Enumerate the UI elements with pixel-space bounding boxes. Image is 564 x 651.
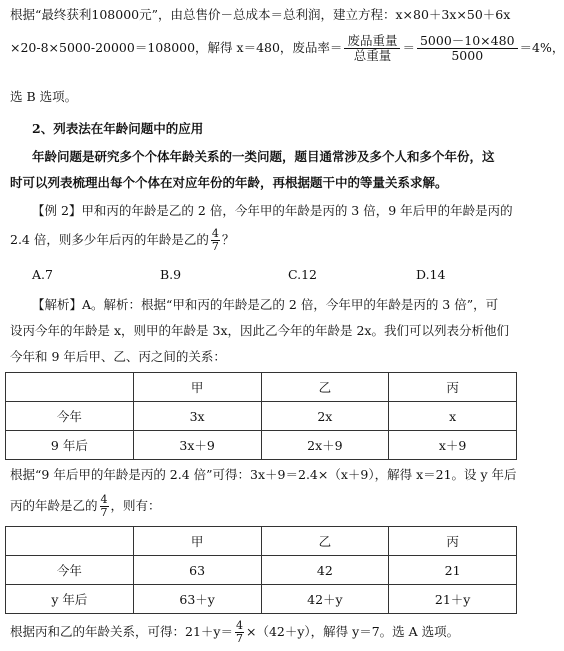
table-cell: 9 年后 <box>6 431 134 460</box>
table-cell: 今年 <box>6 402 134 431</box>
final-line-end: ×（42＋y），解得 y＝7。选 A 选项。 <box>245 624 460 639</box>
option-c: C.12 <box>288 267 317 282</box>
table-cell: 21＋y <box>389 585 517 614</box>
table-cell: 甲 <box>133 527 261 556</box>
table-cell: 42 <box>261 556 389 585</box>
fraction-numerator: 废品重量 <box>344 34 400 49</box>
table-cell <box>6 527 134 556</box>
analysis-line2: 设丙今年的年龄是 x，则甲的年龄是 3x，因此乙今年的年龄是 2x。我们可以列表分析他们 <box>10 323 509 338</box>
mid-line1: 根据“9 年后甲的年龄是丙的 2.4 倍”可得：3x＋9＝2.4×（x＋9），解得 x＝21。设 y 年后 <box>10 467 517 482</box>
table-cell: 63＋y <box>133 585 261 614</box>
table-cell: 丙 <box>389 373 517 402</box>
para1-line1: 根据“最终获利108000元”，由总售价－总成本＝总利润，建立方程：x×80＋3x×50＋6x <box>10 7 511 22</box>
para1-line2 <box>10 33 564 63</box>
fraction-denominator: 7 <box>235 632 243 645</box>
table-header-row <box>6 527 517 556</box>
table-header-row <box>6 373 517 402</box>
final-fraction <box>235 620 244 645</box>
mid-fraction <box>100 494 109 519</box>
table-cell: 2x <box>261 402 389 431</box>
option-d: D.14 <box>416 267 446 282</box>
fraction-denominator: 7 <box>211 240 219 253</box>
table-cell: 乙 <box>261 373 389 402</box>
para1-line3: 选 B 选项。 <box>10 89 78 104</box>
equals-sign: ＝ <box>402 40 415 55</box>
mid-line2-end: ，则有： <box>110 498 161 513</box>
example-fraction <box>211 228 220 253</box>
mid-line2 <box>10 494 521 519</box>
table-row <box>6 585 517 614</box>
table-row <box>6 402 517 431</box>
option-a: A.7 <box>32 267 53 282</box>
final-line <box>10 620 521 645</box>
table-cell: 今年 <box>6 556 134 585</box>
example-line2 <box>10 228 521 253</box>
waste-rate-fraction <box>344 34 400 63</box>
table-row <box>6 431 517 460</box>
age-table-1 <box>5 372 517 460</box>
waste-value-fraction <box>417 34 518 63</box>
table-cell: y 年后 <box>6 585 134 614</box>
age-table-2 <box>5 526 517 614</box>
fraction-numerator: 5000－10×480 <box>417 34 518 49</box>
section-desc-line2: 时可以列表梳理出每个个体在对应年份的年龄，再根据题干中的等量关系求解。 <box>10 175 448 190</box>
para1-line2-text: ×20-8×5000-20000＝108000，解得 x＝480，废品率＝ <box>10 40 343 55</box>
analysis-line3: 今年和 9 年后甲、乙、丙之间的关系： <box>10 349 226 364</box>
table-cell <box>6 373 134 402</box>
fraction-denominator: 5000 <box>451 48 484 63</box>
fraction-numerator: 4 <box>100 493 108 506</box>
analysis-line1: 【解析】A。解析：根据“甲和丙的年龄是乙的 2 倍，今年甲的年龄是丙的 3 倍”，可 <box>32 297 499 312</box>
fraction-denominator: 7 <box>100 506 108 519</box>
fraction-denominator: 总重量 <box>353 48 392 63</box>
section-desc-line1: 年龄问题是研究多个个体年龄关系的一类问题，题目通常涉及多个人和多个年份，这 <box>32 149 495 164</box>
example-line2-end: ？ <box>221 232 235 247</box>
table-cell: 2x＋9 <box>261 431 389 460</box>
example-line2-text: 2.4 倍，则多少年后丙的年龄是乙的 <box>10 232 209 247</box>
mid-line2-text: 丙的年龄是乙的 <box>10 498 98 513</box>
table-cell: x <box>389 402 517 431</box>
table-cell: 甲 <box>133 373 261 402</box>
option-b: B.9 <box>160 267 182 282</box>
table-cell: 21 <box>389 556 517 585</box>
example-options <box>10 266 521 284</box>
table-cell: 乙 <box>261 527 389 556</box>
section-heading: 2、列表法在年龄问题中的应用 <box>32 121 204 136</box>
table-cell: 丙 <box>389 527 517 556</box>
table-cell: 3x＋9 <box>133 431 261 460</box>
final-line-text: 根据丙和乙的年龄关系，可得：21＋y＝ <box>10 624 233 639</box>
table-cell: 42＋y <box>261 585 389 614</box>
table-cell: 3x <box>133 402 261 431</box>
table-cell: 63 <box>133 556 261 585</box>
fraction-numerator: 4 <box>211 227 219 240</box>
fraction-numerator: 4 <box>235 619 243 632</box>
example-line1: 【例 2】甲和丙的年龄是乙的 2 倍，今年甲的年龄是丙的 3 倍，9 年后甲的年龄是丙的 <box>32 203 513 218</box>
table-row <box>6 556 517 585</box>
table-cell: x＋9 <box>389 431 517 460</box>
para1-line2-end: ＝4%， <box>519 40 564 55</box>
